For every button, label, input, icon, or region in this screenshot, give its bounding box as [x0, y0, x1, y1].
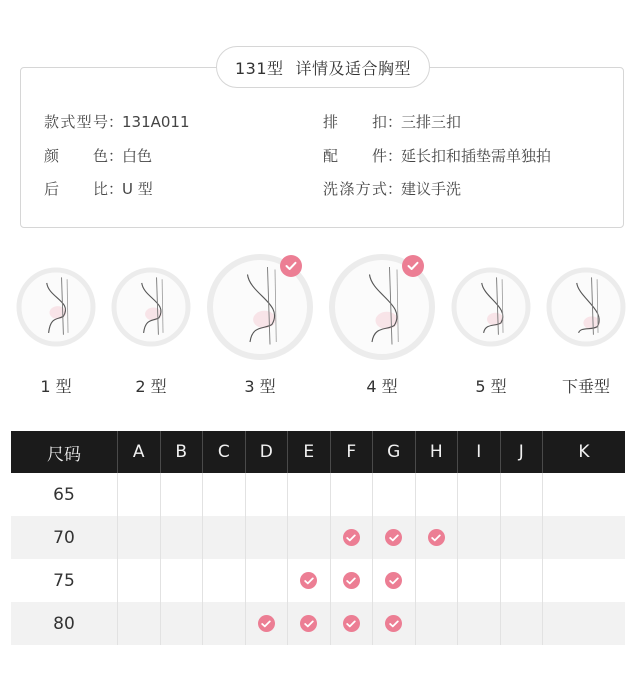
- spec-label: 颜色: [44, 147, 108, 165]
- size-cell-80K: [542, 602, 625, 645]
- cup-header-b: B: [160, 431, 203, 473]
- breast-shape-illustration: [13, 264, 99, 350]
- size-cell-70H: [415, 516, 458, 559]
- size-cell-80G: [372, 602, 415, 645]
- size-cell-80J: [500, 602, 543, 645]
- cup-header-k: K: [542, 431, 625, 473]
- spec-accessories: 配件：延长扣和插垫需单独拍: [323, 147, 552, 165]
- size-cell-70D: [245, 516, 288, 559]
- table-row: [11, 559, 625, 602]
- size-cell-75A: [117, 559, 160, 602]
- cup-header-i: I: [457, 431, 500, 473]
- size-cell-80I: [457, 602, 500, 645]
- spec-value: U 型: [122, 180, 153, 198]
- size-cell-80B: [160, 602, 203, 645]
- size-cell-70F: [330, 516, 373, 559]
- size-cell-70I: [457, 516, 500, 559]
- cup-header-c: C: [202, 431, 245, 473]
- check-icon: [385, 572, 402, 589]
- cup-header-f: F: [330, 431, 373, 473]
- size-cell-75E: [287, 559, 330, 602]
- size-cell-80E: [287, 602, 330, 645]
- check-icon: [258, 615, 275, 632]
- details-title-pill: [216, 46, 430, 88]
- cup-header-d: D: [245, 431, 288, 473]
- size-cell-65H: [415, 473, 458, 516]
- size-cell-70C: [202, 516, 245, 559]
- check-icon: [280, 255, 302, 277]
- size-cell-70B: [160, 516, 203, 559]
- check-icon: [385, 529, 402, 546]
- size-cell-75I: [457, 559, 500, 602]
- size-cell-65C: [202, 473, 245, 516]
- size-cell-80D: [245, 602, 288, 645]
- check-icon: [385, 615, 402, 632]
- size-cell-65J: [500, 473, 543, 516]
- shape-label: 3 型: [244, 377, 276, 396]
- size-cell-65G: [372, 473, 415, 516]
- breast-shape-illustration: [108, 264, 194, 350]
- size-cell-70G: [372, 516, 415, 559]
- table-row: [11, 516, 625, 559]
- cup-header-e: E: [287, 431, 330, 473]
- spec-label: 后比: [44, 180, 108, 198]
- spec-value: 131A011: [122, 113, 190, 131]
- check-icon: [300, 615, 317, 632]
- spec-label: 洗涤方式: [323, 180, 387, 198]
- check-icon: [343, 572, 360, 589]
- table-row: [11, 473, 625, 516]
- cup-header-h: H: [415, 431, 458, 473]
- size-cell-65A: [117, 473, 160, 516]
- size-cell-75K: [542, 559, 625, 602]
- shape-label: 下垂型: [561, 377, 611, 396]
- check-icon: [343, 529, 360, 546]
- shape-label: 5 型: [475, 377, 507, 396]
- check-icon: [428, 529, 445, 546]
- band-size: 80: [53, 613, 75, 634]
- table-row: [11, 602, 625, 645]
- shape-type-5: [448, 264, 534, 350]
- spec-style-no: 款式型号：131A011: [44, 113, 190, 131]
- spec-label: 配件: [323, 147, 387, 165]
- size-cell-65F: [330, 473, 373, 516]
- size-cell-70K: [542, 516, 625, 559]
- spec-value: 建议手洗: [401, 180, 462, 198]
- size-table: [11, 431, 625, 645]
- breast-shape-illustration: [543, 264, 629, 350]
- size-cell-80C: [202, 602, 245, 645]
- cup-header-a: A: [117, 431, 160, 473]
- size-cell-75D: [245, 559, 288, 602]
- size-cell-70J: [500, 516, 543, 559]
- details-title: 详情及适合胸型: [295, 58, 412, 78]
- model-name: 131型: [234, 58, 284, 78]
- shape-type-2: [108, 264, 194, 350]
- breast-shape-illustration: [448, 264, 534, 350]
- band-size: 75: [53, 570, 75, 591]
- size-header-label: 尺码: [47, 444, 81, 465]
- size-cell-80F: [330, 602, 373, 645]
- size-cell-70A: [117, 516, 160, 559]
- size-table-header: [11, 431, 625, 473]
- shape-type-6: [543, 264, 629, 350]
- check-icon: [343, 615, 360, 632]
- shape-label: 4 型: [366, 377, 398, 396]
- size-cell-75J: [500, 559, 543, 602]
- shape-label: 2 型: [135, 377, 167, 396]
- band-size: 65: [53, 484, 75, 505]
- spec-cup-ratio: 后比：U 型: [44, 180, 153, 198]
- size-cell-75B: [160, 559, 203, 602]
- size-cell-80H: [415, 602, 458, 645]
- size-cell-75H: [415, 559, 458, 602]
- size-cell-65E: [287, 473, 330, 516]
- spec-label: 款式型号: [44, 113, 108, 131]
- spec-value: 三排三扣: [401, 113, 462, 131]
- shape-label: 1 型: [40, 377, 72, 396]
- spec-label: 排扣: [323, 113, 387, 131]
- cup-header-g: G: [372, 431, 415, 473]
- cup-header-j: J: [500, 431, 543, 473]
- spec-color: 颜色：白色: [44, 147, 153, 165]
- size-cell-65I: [457, 473, 500, 516]
- band-size: 70: [53, 527, 75, 548]
- size-cell-80A: [117, 602, 160, 645]
- size-cell-65K: [542, 473, 625, 516]
- spec-value: 延长扣和插垫需单独拍: [401, 147, 552, 165]
- size-cell-70E: [287, 516, 330, 559]
- size-cell-65B: [160, 473, 203, 516]
- spec-value: 白色: [122, 147, 153, 165]
- shape-type-1: [13, 264, 99, 350]
- spec-washing: 洗涤方式：建议手洗: [323, 180, 462, 198]
- size-cell-75C: [202, 559, 245, 602]
- check-icon: [300, 572, 317, 589]
- check-icon: [402, 255, 424, 277]
- spec-hooks: 排扣：三排三扣: [323, 113, 462, 131]
- size-cell-75G: [372, 559, 415, 602]
- size-cell-65D: [245, 473, 288, 516]
- size-cell-75F: [330, 559, 373, 602]
